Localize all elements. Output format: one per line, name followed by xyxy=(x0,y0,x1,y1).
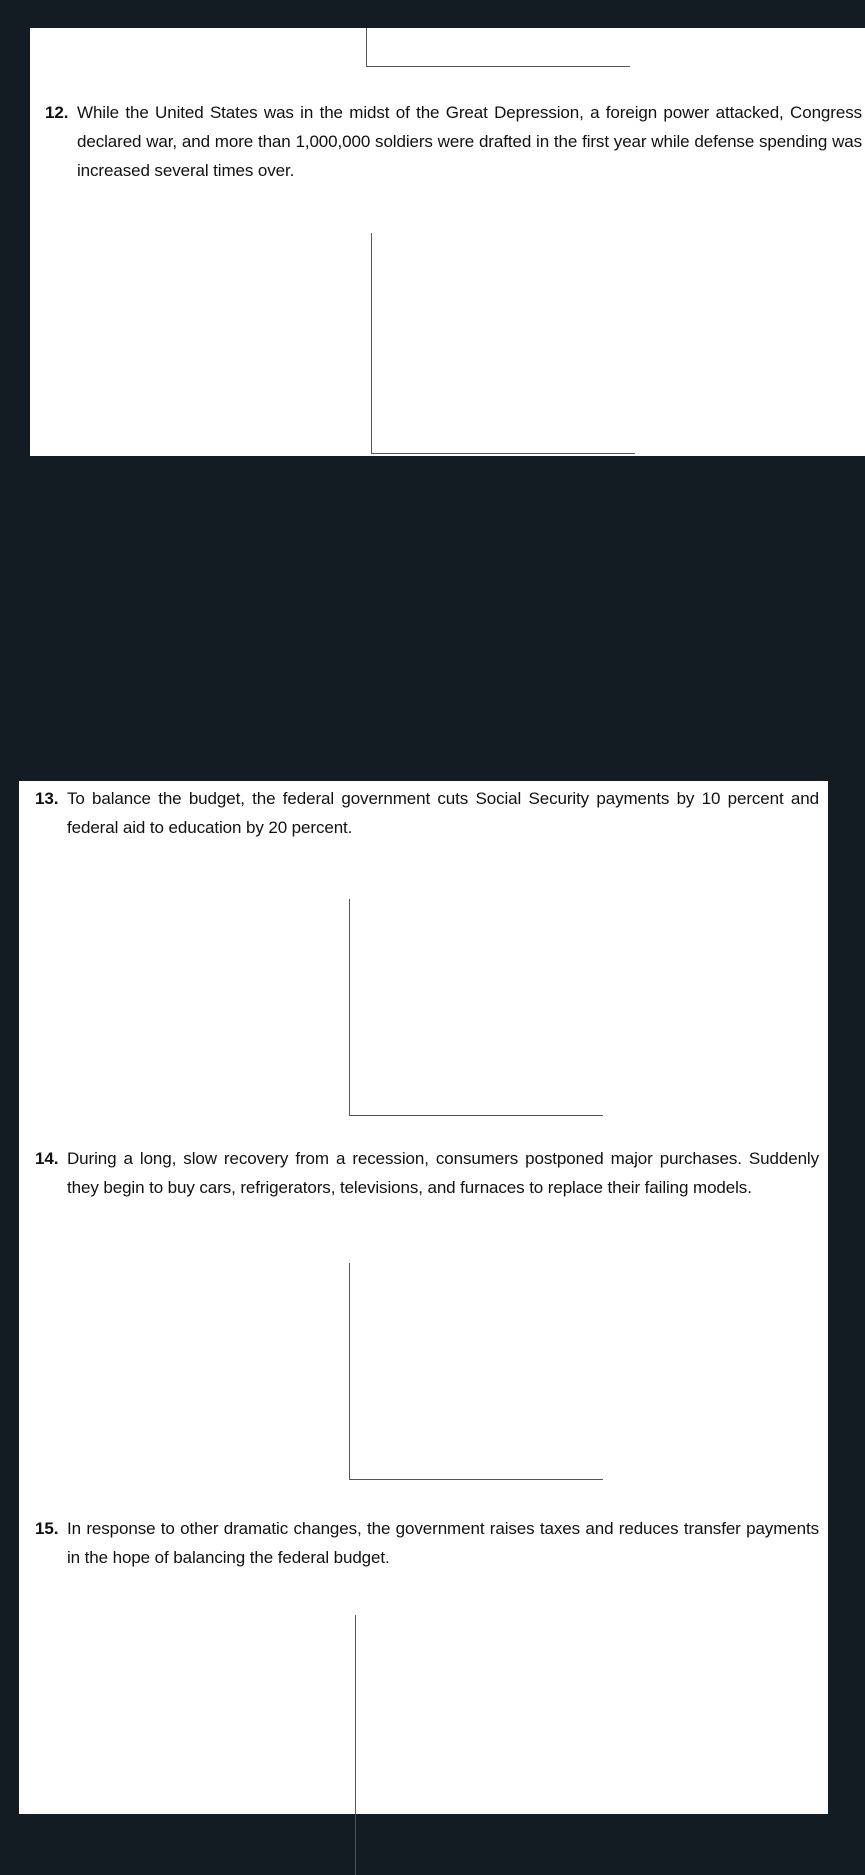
question-12 xyxy=(45,98,862,185)
question-15 xyxy=(35,1514,819,1572)
question-text: To balance the budget, the federal government cuts Social Security payments by 10 percent and federal aid to education by 20 percent. xyxy=(67,789,819,837)
worksheet-page-bottom xyxy=(19,781,828,1814)
question-number: 14. xyxy=(35,1149,59,1168)
question-13 xyxy=(35,784,819,842)
question-number: 12. xyxy=(45,103,69,122)
graph-axes-14 xyxy=(349,1263,603,1480)
question-number: 15. xyxy=(35,1519,59,1538)
graph-axes-13 xyxy=(349,899,603,1116)
question-number: 13. xyxy=(35,789,59,808)
question-text: During a long, slow recovery from a recession, consumers postponed major purchases. Suddenly they begin to buy cars, refrigerators, televisions, and furnaces to replace their failing models. xyxy=(67,1149,819,1197)
graph-axes-15 xyxy=(355,1615,609,1875)
worksheet-page-top xyxy=(30,28,865,456)
question-14 xyxy=(35,1144,819,1202)
question-text: While the United States was in the midst of the Great Depression, a foreign power attacked, Congress declared war, and more than 1,000,000 soldiers were drafted in the first year while defense spending was increased several times over. xyxy=(77,103,862,180)
graph-axes-11 xyxy=(366,28,630,67)
question-text: In response to other dramatic changes, the government raises taxes and reduces transfer payments in the hope of balancing the federal budget. xyxy=(67,1519,819,1567)
graph-axes-12 xyxy=(371,233,635,454)
